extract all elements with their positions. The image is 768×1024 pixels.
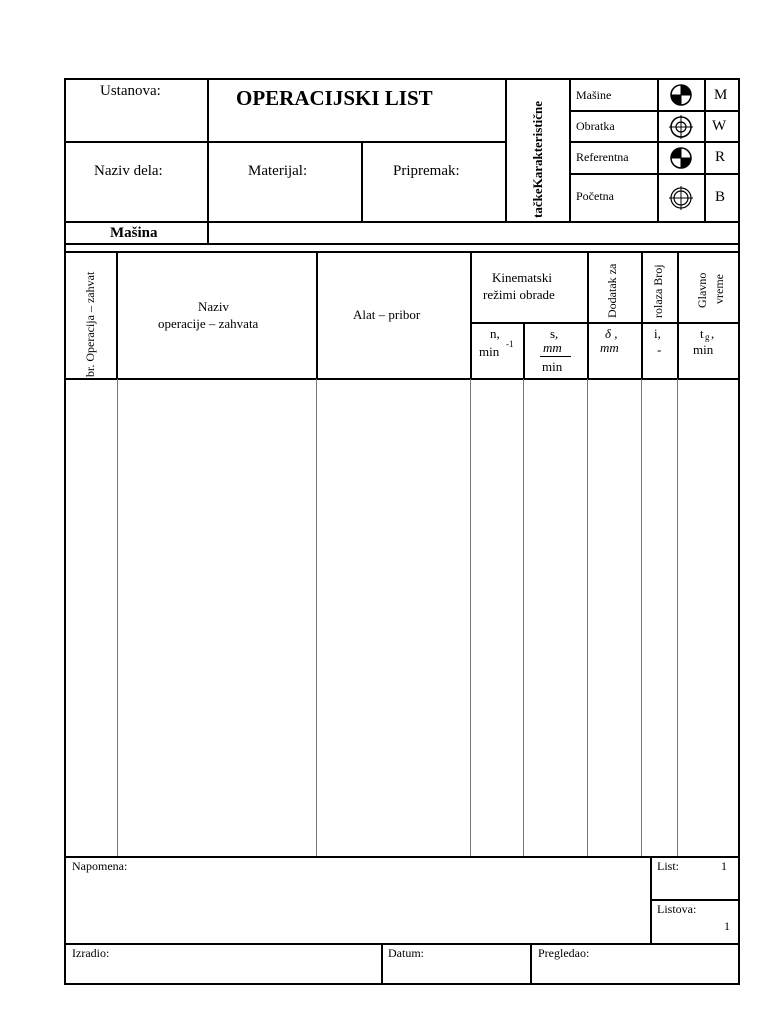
- workpiece-zero-icon: [668, 114, 694, 140]
- body-col-divider-6: [641, 379, 642, 857]
- ref-label-obratka: Obratka: [576, 119, 615, 133]
- col-operacija-label: br. Operacija – zahvat: [83, 271, 97, 377]
- ref-letter-r: R: [715, 149, 726, 165]
- col-broj-divider: [641, 322, 679, 324]
- machine-zero-icon: [669, 83, 693, 107]
- body-col-divider-7: [677, 379, 678, 857]
- col-kinematski-label-2: režimi obrade: [483, 287, 555, 302]
- col-dodatak-label: Dodatak za: [605, 263, 619, 318]
- body-col-divider-1: [117, 379, 118, 857]
- ref-letter-w: W: [712, 118, 727, 134]
- unit-n-min: min: [479, 344, 500, 359]
- col-glavno-label-2: vreme: [712, 274, 726, 304]
- unit-tg-min: min: [693, 342, 714, 357]
- col-naziv-label-1: Naziv: [198, 299, 230, 314]
- masina-label: Mašina: [110, 225, 158, 241]
- naziv-dela-cell[interactable]: [64, 141, 209, 223]
- listova-label: Listova:: [657, 902, 697, 916]
- pripremak-label: Pripremak:: [393, 163, 460, 179]
- unit-s-numerator: mm: [543, 340, 562, 355]
- unit-tg-comma: ,: [711, 326, 715, 341]
- unit-delta-label: δ ,: [605, 326, 618, 341]
- pregledao-label: Pregledao:: [538, 946, 590, 960]
- col-glavno-header: [677, 251, 740, 380]
- unit-i-dash: -: [657, 342, 662, 357]
- unit-s-denominator: min: [542, 359, 563, 374]
- izradio-label: Izradio:: [72, 946, 110, 960]
- col-glavno-label-1: Glavno: [695, 272, 709, 308]
- masina-value-field[interactable]: [207, 221, 740, 245]
- ref-letter-b: B: [715, 189, 726, 205]
- ref-label-referentna: Referentna: [576, 150, 629, 164]
- unit-delta-mm: mm: [600, 340, 619, 355]
- page-title: OPERACIJSKI LIST: [236, 86, 433, 110]
- col-dodatak-divider: [587, 322, 643, 324]
- unit-tg-label: t: [700, 326, 704, 341]
- col-glavno-divider: [677, 322, 740, 324]
- list-value: 1: [721, 859, 727, 873]
- col-kinematski-label-1: Kinematski: [492, 270, 552, 285]
- unit-tg-subscript: g: [705, 332, 710, 342]
- listova-value: 1: [724, 919, 730, 933]
- unit-i-label: i,: [654, 326, 661, 341]
- datum-label: Datum:: [388, 946, 424, 960]
- unit-n-exponent: -1: [506, 339, 514, 349]
- materijal-cell[interactable]: [207, 141, 363, 223]
- reference-point-icon: [669, 146, 693, 170]
- body-col-divider-5: [587, 379, 588, 857]
- naziv-dela-label: Naziv dela:: [94, 163, 163, 179]
- ref-label-pocetna: Početna: [576, 189, 614, 203]
- unit-n-label: n,: [490, 326, 500, 341]
- body-col-divider-4: [523, 379, 524, 857]
- unit-s-fraction-bar: [540, 356, 571, 357]
- unit-s-label: s,: [550, 326, 559, 341]
- pripremak-cell[interactable]: [361, 141, 507, 223]
- napomena-field[interactable]: [64, 856, 652, 945]
- col-alat-label: Alat – pribor: [353, 307, 421, 322]
- napomena-label: Napomena:: [72, 859, 128, 873]
- karakteristicne-label: tačkeKarakteristične: [530, 101, 545, 218]
- body-col-divider-2: [316, 379, 317, 857]
- izradio-field[interactable]: [64, 943, 383, 985]
- start-point-icon: [668, 185, 694, 211]
- table-body[interactable]: [64, 378, 740, 858]
- body-col-divider-3: [470, 379, 471, 857]
- ustanova-label: Ustanova:: [100, 83, 161, 99]
- materijal-label: Materijal:: [248, 163, 308, 179]
- ref-label-masine: Mašine: [576, 88, 612, 102]
- list-label: List:: [657, 859, 680, 873]
- col-naziv-label-2: operacije – zahvata: [158, 316, 259, 331]
- ref-letter-m: M: [714, 87, 728, 103]
- col-broj-prolaza-label: rolaza Broj: [651, 264, 665, 318]
